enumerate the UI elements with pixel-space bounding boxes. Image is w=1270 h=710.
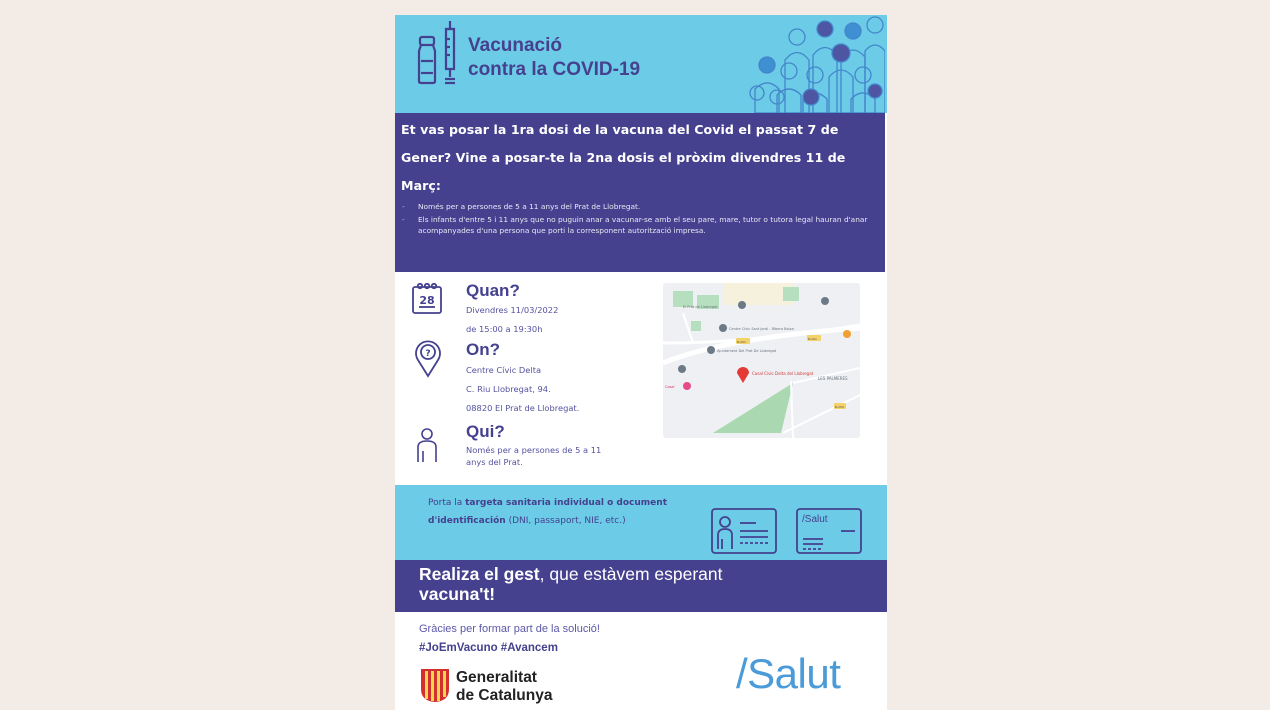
svg-text:?: ?: [425, 349, 431, 359]
slogan-band: [395, 560, 887, 612]
svg-text:28: 28: [419, 294, 435, 307]
vaccine-vial-syringe-icon: [415, 19, 465, 89]
slogan-line-1: [419, 564, 723, 584]
slogan-rest: , que estàvem esperant: [539, 564, 723, 584]
svg-text:B-201: B-201: [737, 340, 746, 344]
info-section: [395, 272, 887, 485]
generalitat-line-1: Generalitat: [456, 669, 537, 686]
poster-header: [395, 15, 887, 113]
who-details: [466, 444, 601, 468]
when-label: Quan?: [466, 281, 520, 300]
svg-text:B-250: B-250: [835, 405, 844, 409]
location-map[interactable]: [663, 283, 860, 438]
id-text-post: (DNI, passaport, NIE, etc.): [505, 515, 626, 526]
intro-headline: Et vas posar la 1ra dosi de la vacuna del Covid el passat 7 de Gener? Vine a posar-te la 2na dosis el pròxim divendres 11 de Març:: [401, 122, 846, 193]
vaccination-poster: [395, 15, 887, 710]
where-details: [466, 361, 579, 418]
intro-bullet-list: [399, 201, 883, 238]
when-details: [466, 301, 558, 339]
svg-text:Centre Cívic Sant Jordi - Ribe: Centre Cívic Sant Jordi - Ribera Baixa: [729, 327, 794, 331]
hashtags: #JoEmVacuno #Avancem: [419, 642, 558, 654]
where-street: C. Riu Llobregat, 94.: [466, 384, 551, 394]
generalitat-logo: [419, 667, 553, 707]
slogan-bold: Realiza el gest: [419, 564, 540, 584]
where-venue: Centre Cívic Delta: [466, 365, 542, 375]
thanks-text: Gràcies per formar part de la solució!: [419, 623, 600, 635]
intro-bullet: - Només per a persones de 5 a 11 anys del Prat de Llobregat.: [399, 201, 883, 213]
svg-text:Ajuntament Del Prat De Llobreg: Ajuntament Del Prat De Llobregat: [717, 349, 777, 353]
health-card-icon: [795, 507, 863, 555]
who-label: Qui?: [466, 422, 505, 441]
id-document-text: [428, 495, 693, 530]
id-document-strip: [395, 485, 887, 560]
who-line: Només per a persones de 5 a 11: [466, 445, 602, 455]
intro-section: [395, 113, 885, 272]
when-date: Divendres 11/03/2022: [466, 305, 559, 315]
poster-footer: [395, 612, 887, 710]
id-text-bold: targeta sanitaria individual o document d'identificación: [428, 498, 667, 526]
svg-text:Casal: Casal: [665, 385, 675, 389]
crowd-illustration-icon: [745, 15, 885, 113]
svg-text:Casal Cívic Delta del Llobrega: Casal Cívic Delta del Llobregat: [752, 371, 814, 376]
slogan-line-2: vacuna't!: [419, 584, 496, 604]
where-label: On?: [466, 340, 500, 359]
calendar-icon: [409, 281, 445, 317]
title-line-2: contra la COVID-19: [468, 59, 641, 80]
svg-text:El Prat de Llobregat: El Prat de Llobregat: [683, 305, 718, 309]
person-icon: [415, 427, 439, 463]
generalitat-name: [456, 669, 552, 705]
generalitat-line-2: de Catalunya: [456, 687, 553, 704]
id-card-icon: [710, 507, 778, 555]
when-time: de 15:00 a 19:30h: [466, 324, 543, 334]
location-pin-icon: [414, 338, 442, 378]
svg-text:B-201: B-201: [808, 337, 817, 341]
salut-logo: /Salut: [736, 650, 841, 697]
poster-title: [468, 34, 640, 82]
id-text-pre: Porta la: [428, 498, 466, 508]
where-city: 08820 El Prat de Llobregat.: [466, 403, 580, 413]
who-line: anys del Prat.: [466, 457, 523, 467]
svg-text:LES PALMERES: LES PALMERES: [818, 376, 848, 381]
title-line-1: Vacunació: [468, 35, 562, 56]
svg-text:/Salut: /Salut: [802, 514, 828, 525]
intro-bullet: - Els infants d'entre 5 i 11 anys que no puguin anar a vacunar-se amb el seu pare, mare, tutor o tutora legal hauran d'anar acompanyades d'una persona que porti la corresponent autorització impresa.: [399, 214, 883, 237]
senyera-shield-icon: [419, 667, 451, 703]
